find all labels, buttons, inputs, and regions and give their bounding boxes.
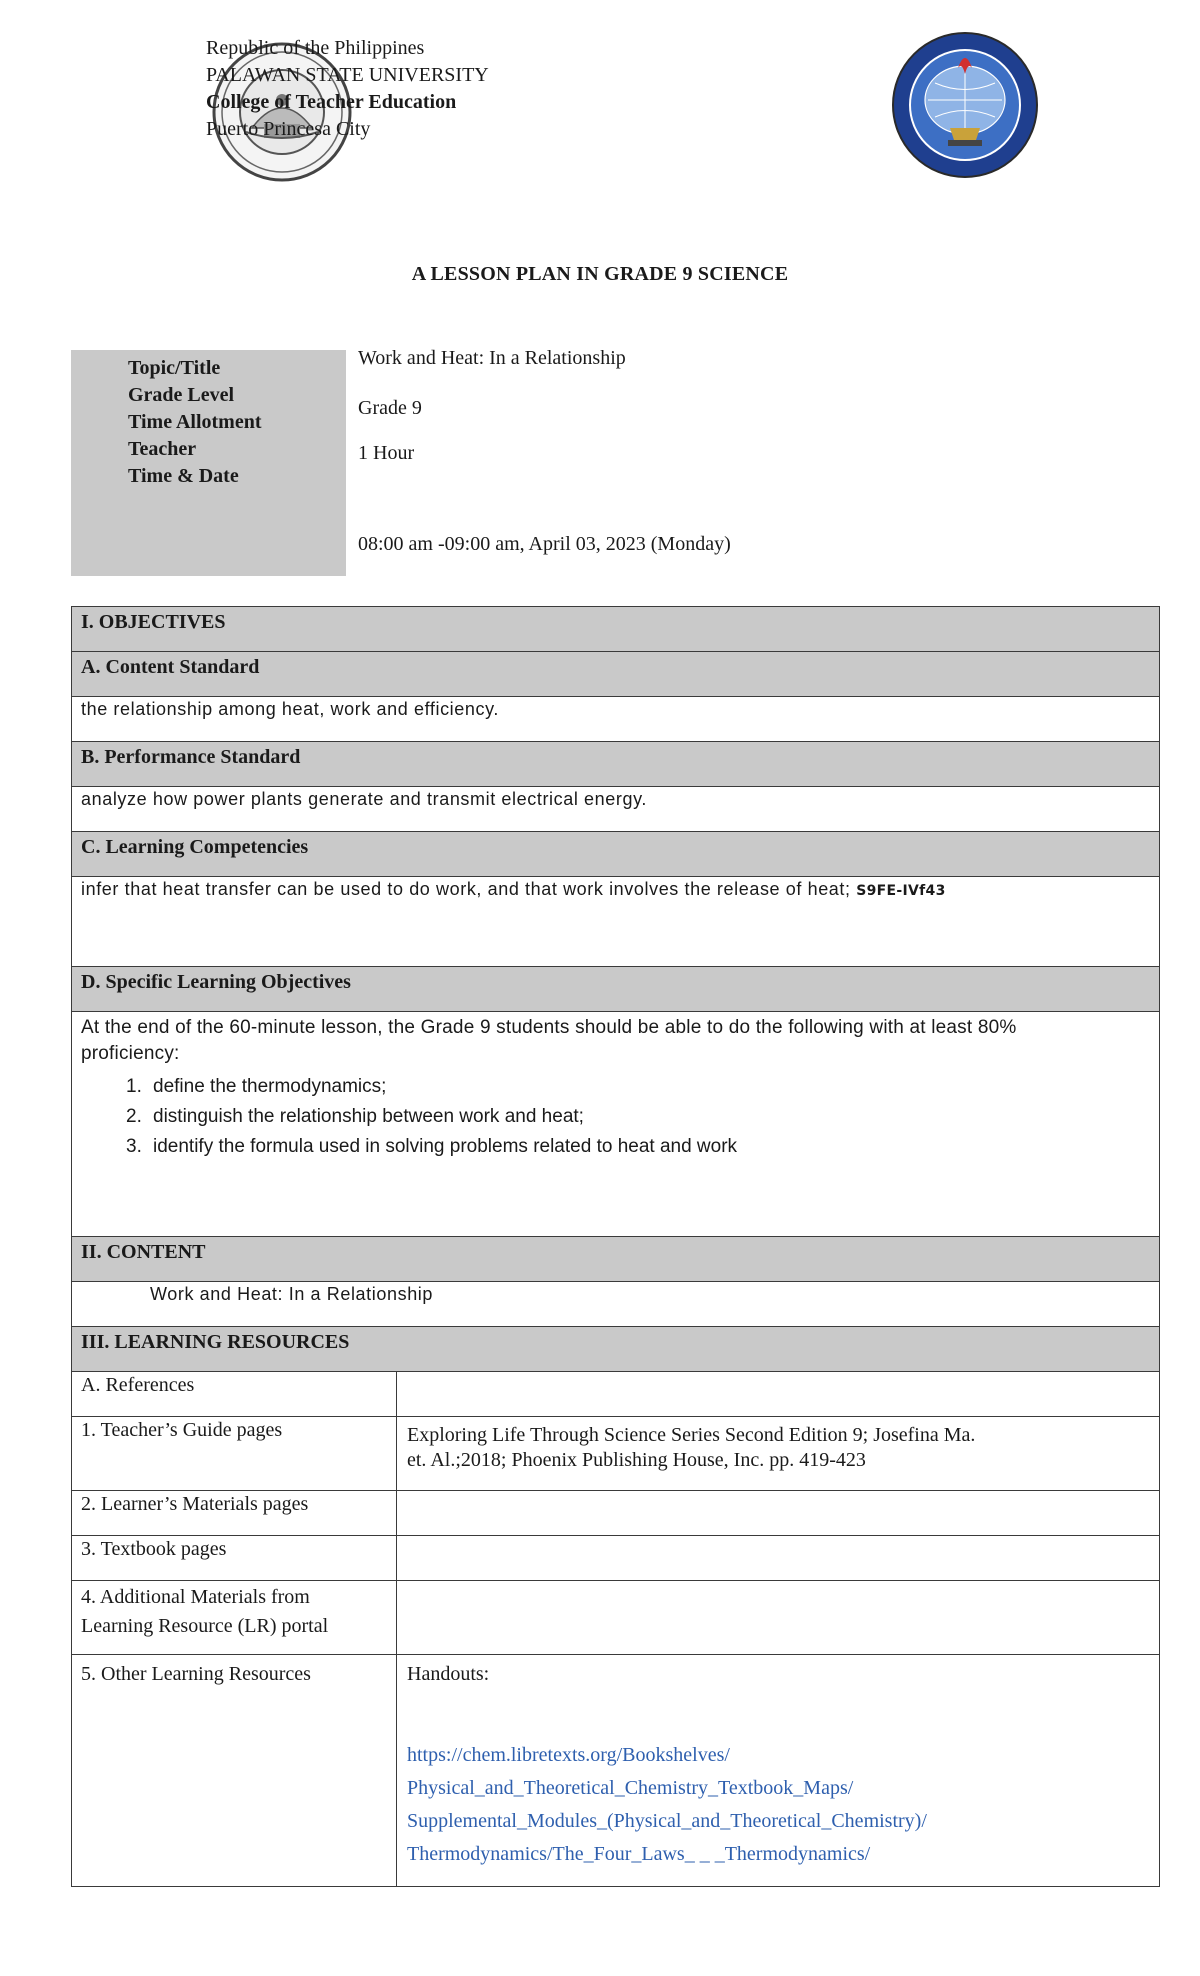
other-resources-row (72, 1655, 1159, 1886)
specific-objectives-body (72, 1012, 1159, 1237)
textbook-label: 3. Textbook pages (72, 1536, 397, 1580)
content-standard-heading: A. Content Standard (72, 652, 1159, 697)
value-grade: Grade 9 (358, 397, 422, 419)
header-city: Puerto Princesa City (206, 118, 371, 140)
additional-materials-label (72, 1581, 397, 1654)
label-topic: Topic/Title (128, 357, 221, 379)
specific-objectives-heading: D. Specific Learning Objectives (72, 967, 1159, 1012)
references-label: A. References (72, 1372, 397, 1416)
additional-materials-row (72, 1581, 1159, 1655)
references-row (72, 1372, 1159, 1417)
teachers-guide-line2: et. Al.;2018; Phoenix Publishing House, Inc. pp. 419-423 (407, 1449, 866, 1471)
additional-label-line1: 4. Additional Materials from (81, 1586, 310, 1608)
handouts-label: Handouts: (407, 1663, 490, 1685)
teachers-guide-value (397, 1417, 1159, 1490)
value-topic: Work and Heat: In a Relationship (358, 347, 626, 369)
competency-code: S9FE-IVf43 (856, 883, 946, 899)
additional-label-line2: Learning Resource (LR) portal (81, 1615, 329, 1637)
list-item-number: 1. (126, 1076, 142, 1097)
learners-materials-row (72, 1491, 1159, 1536)
list-item-text: define the thermodynamics; (153, 1076, 387, 1097)
objectives-list (81, 1072, 1150, 1162)
label-time-allotment: Time Allotment (128, 411, 262, 433)
value-time-allotment: 1 Hour (358, 442, 415, 464)
list-item-text: identify the formula used in solving problems related to heat and work (153, 1136, 738, 1157)
resources-heading: III. LEARNING RESOURCES (72, 1327, 1159, 1372)
list-item-text: distinguish the relationship between work and heat; (153, 1106, 584, 1127)
list-item-number: 2. (126, 1106, 142, 1127)
cte-seal-logo (890, 28, 1040, 183)
performance-standard-text: analyze how power plants generate and transmit electrical energy. (72, 787, 1159, 832)
document-title: A LESSON PLAN IN GRADE 9 SCIENCE (411, 263, 789, 285)
specific-intro-line1: At the end of the 60-minute lesson, the Grade 9 students should be able to do the following with at least 80% (81, 1017, 1017, 1038)
other-resources-value (397, 1655, 1159, 1886)
objectives-heading: I. OBJECTIVES (72, 607, 1159, 652)
list-item (81, 1132, 1150, 1162)
content-standard-text: the relationship among heat, work and efficiency. (72, 697, 1159, 742)
label-grade-level: Grade Level (128, 384, 235, 406)
learners-materials-label: 2. Learner’s Materials pages (72, 1491, 397, 1535)
label-teacher: Teacher (128, 438, 197, 460)
resource-link-line[interactable]: Physical_and_Theoretical_Chemistry_Textbook_Maps/ (407, 1777, 854, 1799)
header-university: PALAWAN STATE UNIVERSITY (206, 64, 489, 86)
other-resources-label: 5. Other Learning Resources (72, 1655, 397, 1886)
competencies-text: infer that heat transfer can be used to do work, and that work involves the release of heat; (81, 879, 851, 899)
textbook-row (72, 1536, 1159, 1581)
content-heading: II. CONTENT (72, 1237, 1159, 1282)
resource-link-line[interactable]: Supplemental_Modules_(Physical_and_Theoretical_Chemistry)/ (407, 1810, 927, 1832)
header-college: College of Teacher Education (206, 91, 457, 113)
list-item (81, 1102, 1150, 1132)
teachers-guide-label: 1. Teacher’s Guide pages (72, 1417, 397, 1490)
lesson-plan-table (71, 606, 1160, 1887)
teachers-guide-row (72, 1417, 1159, 1491)
content-text: Work and Heat: In a Relationship (72, 1282, 1159, 1327)
specific-intro-line2: proficiency: (81, 1043, 180, 1064)
header-republic: Republic of the Philippines (206, 37, 425, 59)
references-value (397, 1372, 1159, 1416)
resource-link-line[interactable]: Thermodynamics/The_Four_Laws_ _ _Thermodynamics/ (407, 1843, 871, 1865)
performance-standard-heading: B. Performance Standard (72, 742, 1159, 787)
learners-materials-value (397, 1491, 1159, 1535)
resource-link-line[interactable]: https://chem.libretexts.org/Bookshelves/ (407, 1744, 730, 1766)
additional-materials-value (397, 1581, 1159, 1654)
competencies-heading: C. Learning Competencies (72, 832, 1159, 877)
label-time-date: Time & Date (128, 465, 239, 487)
list-item-number: 3. (126, 1136, 142, 1157)
textbook-value (397, 1536, 1159, 1580)
value-time-date: 08:00 am -09:00 am, April 03, 2023 (Monday) (358, 533, 731, 555)
list-item (81, 1072, 1150, 1102)
competencies-row (72, 877, 1159, 967)
teachers-guide-line1: Exploring Life Through Science Series Second Edition 9; Josefina Ma. (407, 1424, 976, 1446)
